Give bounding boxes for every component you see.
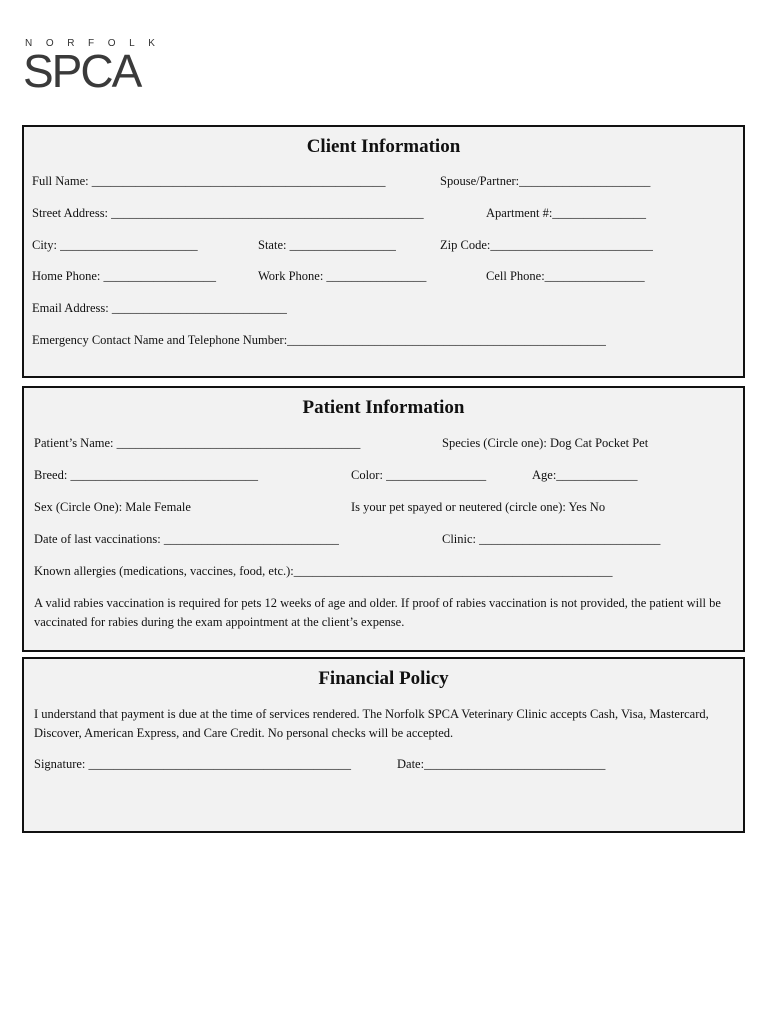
work-phone-field[interactable]: Work Phone: ________________ (258, 269, 427, 283)
home-phone-field[interactable]: Home Phone: __________________ (32, 269, 217, 283)
date-field[interactable]: Date:_____________________________ (397, 757, 606, 771)
breed-field[interactable]: Breed: ______________________________ (34, 468, 258, 482)
client-information-title: Client Information (306, 136, 461, 157)
age-field[interactable]: Age:_____________ (532, 468, 638, 482)
full-name-field[interactable]: Full Name: _______________________________________________ (32, 174, 386, 188)
cell-phone-field[interactable]: Cell Phone:________________ (486, 269, 645, 283)
species-field[interactable]: Species (Circle one): Dog Cat Pocket Pet (442, 436, 649, 450)
apartment-field[interactable]: Apartment #:_______________ (486, 206, 647, 220)
clinic-field[interactable]: Clinic: _____________________________ (442, 532, 661, 546)
last-vaccinations-field[interactable]: Date of last vaccinations: ____________________________ (34, 532, 339, 546)
zip-code-field[interactable]: Zip Code:__________________________ (440, 238, 653, 252)
financial-policy-text: I understand that payment is due at the time of services rendered. The Norfolk SPCA Veterinary Clinic accepts Cash, Visa, Mastercard, Discover, American Express, and Care Credit. No personal checks will be accepted. (34, 707, 709, 740)
spayed-neutered-field[interactable]: Is your pet spayed or neutered (circle one): Yes No (351, 500, 606, 514)
logo-norfolk-text: NORFOLK (25, 38, 169, 49)
signature-field[interactable]: Signature: __________________________________________ (34, 757, 352, 771)
city-field[interactable]: City: ______________________ (32, 238, 198, 252)
spouse-partner-field[interactable]: Spouse/Partner:_____________________ (440, 174, 651, 188)
color-field[interactable]: Color: ________________ (351, 468, 487, 482)
patient-information-title: Patient Information (302, 397, 465, 418)
state-field[interactable]: State: _________________ (258, 238, 396, 252)
financial-policy-title: Financial Policy (318, 668, 449, 689)
financial-policy-section (22, 657, 745, 833)
emergency-contact-field[interactable]: Emergency Contact Name and Telephone Number:___________________________________________________ (32, 333, 606, 347)
email-address-field[interactable]: Email Address: ____________________________ (32, 301, 287, 315)
known-allergies-field[interactable]: Known allergies (medications, vaccines, food, etc.):___________________________________________________ (34, 564, 613, 578)
logo-spca-text: SPCA (23, 45, 141, 97)
client-information-section (22, 125, 745, 378)
rabies-vaccination-note: A valid rabies vaccination is required for pets 12 weeks of age and older. If proof of rabies vaccination is not provided, the patient will be vaccinated for rabies during the exam appointment at the client’s expense. (34, 596, 721, 629)
patient-name-field[interactable]: Patient’s Name: _______________________________________ (34, 436, 361, 450)
street-address-field[interactable]: Street Address: __________________________________________________ (32, 206, 424, 220)
patient-information-section (22, 386, 745, 652)
sex-field[interactable]: Sex (Circle One): Male Female (34, 500, 191, 514)
